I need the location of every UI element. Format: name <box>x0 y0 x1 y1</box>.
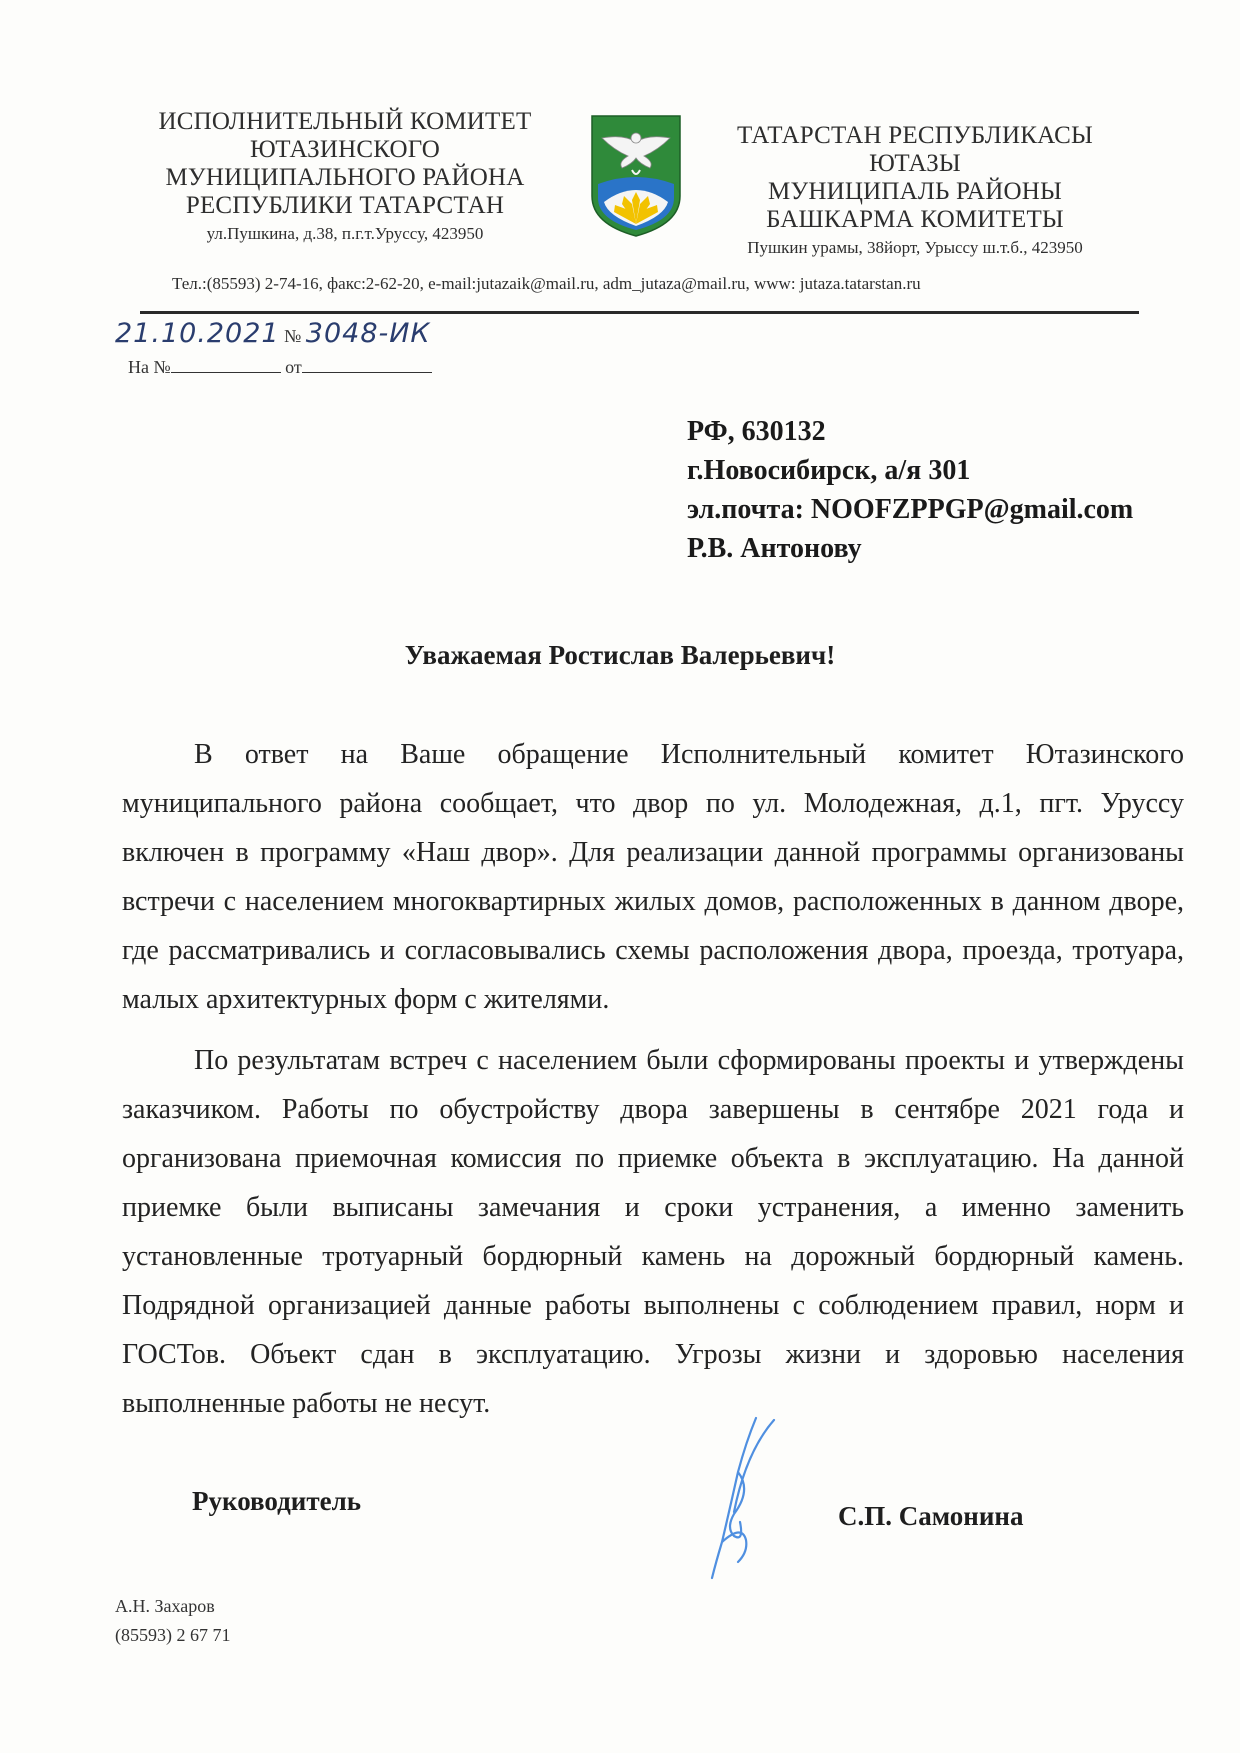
recipient-block <box>687 412 1133 568</box>
contacts-line: Тел.:(85593) 2-74-16, факс:2-62-20, e-mail:jutazaik@mail.ru, adm_jutaza@mail.ru, www: jutaza.tatarstan.ru <box>172 274 921 293</box>
coat-of-arms-emblem-icon <box>588 112 684 240</box>
reply-from-label: от <box>285 357 302 377</box>
registration-line <box>115 318 431 349</box>
paragraph-text: По результатам встреч с населением были сформированы проекты и утверждены заказчиком. Работы по обустройству двора завершены в сентябре 2021 года и организована приемочная комиссия по приемке объекта в эксплуатацию. На данной приемке были выписаны замечания и сроки устранения, а именно заменить установленные тротуарный бордюрный камень на дорожный бордюрный камень. Подрядной организацией данные работы выполнены с соблюдением правил, норм и ГОСТов. Объект сдан в эксплуатацию. Угрозы жизни и здоровью населения выполненные работы не несут. <box>122 1045 1184 1419</box>
signer-name: С.П. Самонина <box>838 1501 1024 1531</box>
header-divider <box>140 311 1139 314</box>
recipient-name: Р.В. Антонову <box>687 533 862 564</box>
salutation: Уважаемая Ростислав Валерьевич! <box>404 640 836 670</box>
org-address-tt: Пушкин урамы, 38йорт, Урыссу ш.т.б., 423950 <box>747 238 1083 257</box>
handwritten-signature-icon <box>686 1412 796 1587</box>
recipient-line-1: РФ, 630132 <box>687 416 826 447</box>
body-paragraph-1 <box>122 730 1184 1024</box>
recipient-line-2: г.Новосибирск, а/я 301 <box>687 455 971 486</box>
executor-phone: (85593) 2 67 71 <box>115 1625 231 1645</box>
registration-date: 21.10.2021 <box>115 318 280 349</box>
header-left-block <box>150 108 540 244</box>
signer-title: Руководитель <box>192 1486 362 1516</box>
org-name-tt-line-3: МУНИЦИПАЛЬ РАЙОНЫ <box>768 178 1062 205</box>
org-name-ru-line-4: РЕСПУБЛИКИ ТАТАРСТАН <box>185 192 505 219</box>
reply-reference-line <box>128 354 432 378</box>
registration-number-sign: № <box>284 326 302 346</box>
reply-date-blank <box>302 354 432 373</box>
org-name-ru-line-3: МУНИЦИПАЛЬНОГО РАЙОНА <box>165 164 525 191</box>
org-name-ru-line-2: ЮТАЗИНСКОГО <box>249 136 441 163</box>
executor-name: А.Н. Захаров <box>115 1596 215 1616</box>
org-name-tt-line-4: БАШКАРМА КОМИТЕТЫ <box>766 206 1064 233</box>
reply-to-label: На № <box>128 357 171 377</box>
paragraph-text: В ответ на Ваше обращение Исполнительный комитет Ютазинского муниципального района сообщает, что двор по ул. Молодежная, д.1, пгт. Уруссу включен в программу «Наш двор». Для реализации данной программы организованы встречи с населением многоквартирных жилых домов, расположенных в данном дворе, где рассматривались и согласовывались схемы расположения двора, проезда, тротуара, малых архитектурных форм с жителями. <box>122 739 1184 1015</box>
org-name-tt-line-2: ЮТАЗЫ <box>869 150 961 177</box>
executor-block <box>115 1592 231 1650</box>
reply-number-blank <box>171 354 281 373</box>
header-right-block <box>700 122 1130 258</box>
org-name-tt-line-1: ТАТАРСТАН РЕСПУБЛИКАСЫ <box>737 122 1093 149</box>
registration-number: 3048-ИК <box>305 318 431 349</box>
org-name-ru-line-1: ИСПОЛНИТЕЛЬНЫЙ КОМИТЕТ <box>158 108 532 135</box>
body-paragraph-2 <box>122 1036 1184 1428</box>
recipient-email-line: эл.почта: NOOFZPPGP@gmail.com <box>687 494 1134 525</box>
org-address-ru: ул.Пушкина, д.38, п.г.т.Уруссу, 423950 <box>206 224 484 243</box>
